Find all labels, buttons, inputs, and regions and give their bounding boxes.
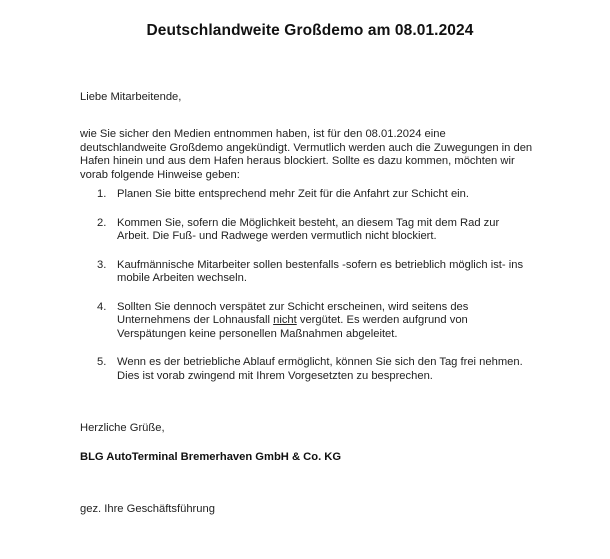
closing-salutation: Herzliche Grüße, — [80, 422, 165, 434]
hint-line — [117, 314, 550, 328]
hint-item-3 — [80, 259, 550, 286]
hint-number: 3. — [97, 258, 107, 271]
hint-number: 5. — [97, 356, 107, 368]
hint-number: 1. — [97, 188, 107, 200]
hint-item-4 — [80, 301, 550, 342]
hint-line: Kommen Sie, sofern die Möglichkeit besteht, an diesem Tag mit dem Rad zur — [117, 216, 500, 229]
intro-line: vorab folgende Hinweise geben: — [80, 168, 240, 181]
company-name: BLG AutoTerminal Bremerhaven GmbH & Co. KG — [80, 451, 342, 463]
hint-line: Verspätungen keine personellen Maßnahmen abgeleitet. — [117, 327, 398, 340]
hint-list — [80, 188, 550, 398]
hint-line: Arbeit. Die Fuß- und Radwege werden vermutlich nicht blockiert. — [117, 230, 437, 242]
hint-line: Kaufmännische Mitarbeiter sollen bestenfalls -sofern es betrieblich möglich ist- ins — [117, 258, 524, 271]
hint-number: 2. — [97, 216, 107, 229]
hint-text: Unternehmens der Lohnausfall — [117, 314, 274, 326]
intro-paragraph — [80, 128, 550, 182]
hint-line: Wenn es der betriebliche Ablauf ermöglicht, können Sie sich den Tag frei nehmen. — [117, 356, 523, 368]
intro-line: Hafen hinein und aus dem Hafen heraus blockiert. Sollte es dazu kommen, möchten wir — [80, 155, 515, 167]
intro-line: wie Sie sicher den Medien entnommen haben, ist für den 08.01.2024 eine — [80, 128, 446, 140]
hint-number: 4. — [97, 300, 107, 313]
hint-item-1 — [80, 188, 550, 202]
document-title: Deutschlandweite Großdemo am 08.01.2024 — [146, 22, 474, 39]
hint-item-5 — [80, 356, 550, 383]
hint-line: Dies ist vorab zwingend mit Ihrem Vorgesetzten zu besprechen. — [117, 369, 433, 382]
signature-line: gez. Ihre Geschäftsführung — [80, 503, 215, 515]
hint-line: Planen Sie bitte entsprechend mehr Zeit für die Anfahrt zur Schicht ein. — [117, 188, 469, 200]
hint-line: mobile Arbeiten wechseln. — [117, 272, 247, 284]
greeting: Liebe Mitarbeitende, — [80, 91, 182, 103]
intro-line: deutschlandweite Großdemo angekündigt. Vermutlich werden auch die Zuwegungen in den — [80, 141, 533, 154]
hint-line: Sollten Sie dennoch verspätet zur Schicht erscheinen, wird seitens des — [117, 300, 469, 313]
emphasis-underline: nicht — [273, 314, 297, 326]
hint-item-2 — [80, 217, 550, 244]
hint-text: vergütet. Es werden aufgrund von — [296, 314, 468, 326]
